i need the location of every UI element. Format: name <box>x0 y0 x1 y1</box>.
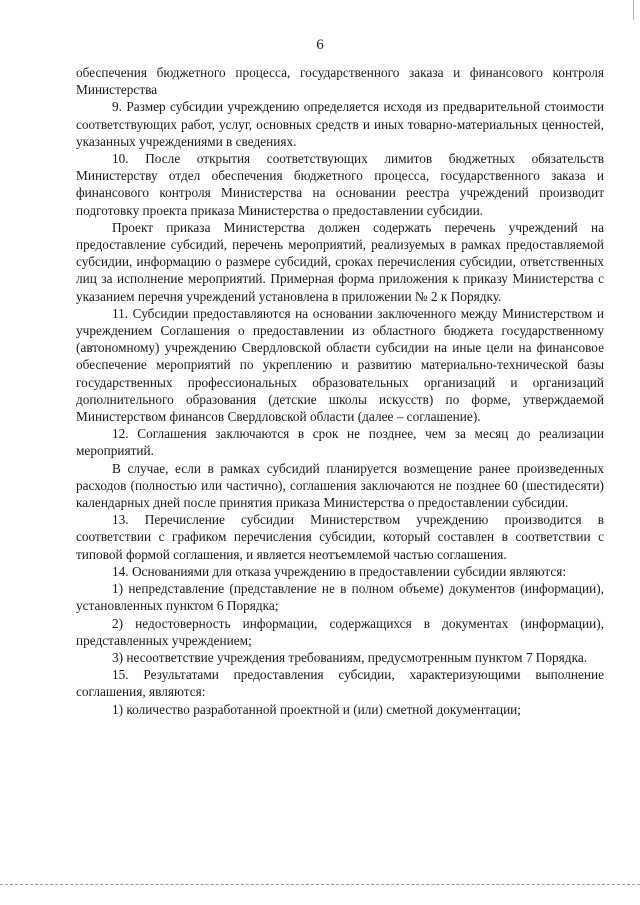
paragraph-item-12: 12. Соглашения заключаются в срок не позднее, чем за месяц до реализации мероприятий. <box>76 426 604 459</box>
list-item: 3) несоответствие учреждения требованиям, предусмотренным пунктом 7 Порядка. <box>112 649 588 665</box>
paragraph-item-11: 11. Субсидии предоставляются на основании заключенного между Министерством и учреждением Соглашения о предоставлении из областного бюджета государственному (автономному) учреждению Свердловской области субсидии на иные цели на финансовое обеспечение мероприятий по укреплению и развитию материально-технической базы государственных профессиональных образовательных организаций и организаций дополнительного образования (детские школы искусств) по форме, утверждаемой Министерством финансов Свердловской области (далее – соглашение). <box>76 305 604 425</box>
scan-edge-mark <box>633 0 634 20</box>
scan-footer-rule <box>0 884 640 885</box>
paragraph-item-13: 13. Перечисление субсидии Министерством учреждению производится в соответствии с графиком перечисления субсидии, который составлен в соответствии с типовой формой соглашения, и является неотъемлемой частью соглашения. <box>76 512 604 562</box>
paragraph-item-14: 14. Основаниями для отказа учреждению в предоставлении субсидии являются: <box>112 563 567 579</box>
list-item: 2) недостоверность информации, содержащихся в документах (информации), представленных учреждением; <box>76 615 604 648</box>
list-item: 1) непредставление (представление не в полном объеме) документов (информации), установленных пунктом 6 Порядка; <box>76 581 604 614</box>
document-body <box>76 64 604 718</box>
paragraph: Проект приказа Министерства должен содержать перечень учреждений на предоставление субсидий, перечень мероприятий, реализуемых в рамках предоставляемой субсидии, информацию о размере субсидий, сроках перечисления субсидии, ответственных лиц за исполнение мероприятий. Примерная форма приложения к приказу Министерства с указанием перечня учреждений установлена в приложении № 2 к Порядку. <box>76 219 604 304</box>
list-item: 1) количество разработанной проектной и (или) сметной документации; <box>112 701 521 717</box>
page-number: 6 <box>316 37 324 53</box>
paragraph: обеспечения бюджетного процесса, государственного заказа и финансового контроля Министерства <box>76 65 604 98</box>
paragraph-item-15: 15. Результатами предоставления субсидии, характеризующими выполнение соглашения, являются: <box>76 667 604 700</box>
paragraph: В случае, если в рамках субсидий планируется возмещение ранее произведенных расходов (полностью или частично), соглашения заключаются не позднее 60 (шестидесяти) календарных дней после принятия приказа Министерства о предоставлении субсидии. <box>76 460 604 511</box>
paragraph-item-9: 9. Размер субсидии учреждению определяется исходя из предварительной стоимости соответствующих работ, услуг, основных средств и иных товарно-материальных ценностей, указанных учреждениями в сведениях. <box>76 99 604 149</box>
paragraph-item-10: 10. После открытия соответствующих лимитов бюджетных обязательств Министерству отдел обеспечения бюджетного процесса, государственного заказа и финансового контроля Министерства на основании реестра учреждений производит подготовку проекта приказа Министерства о предоставлении субсидии. <box>76 151 604 218</box>
